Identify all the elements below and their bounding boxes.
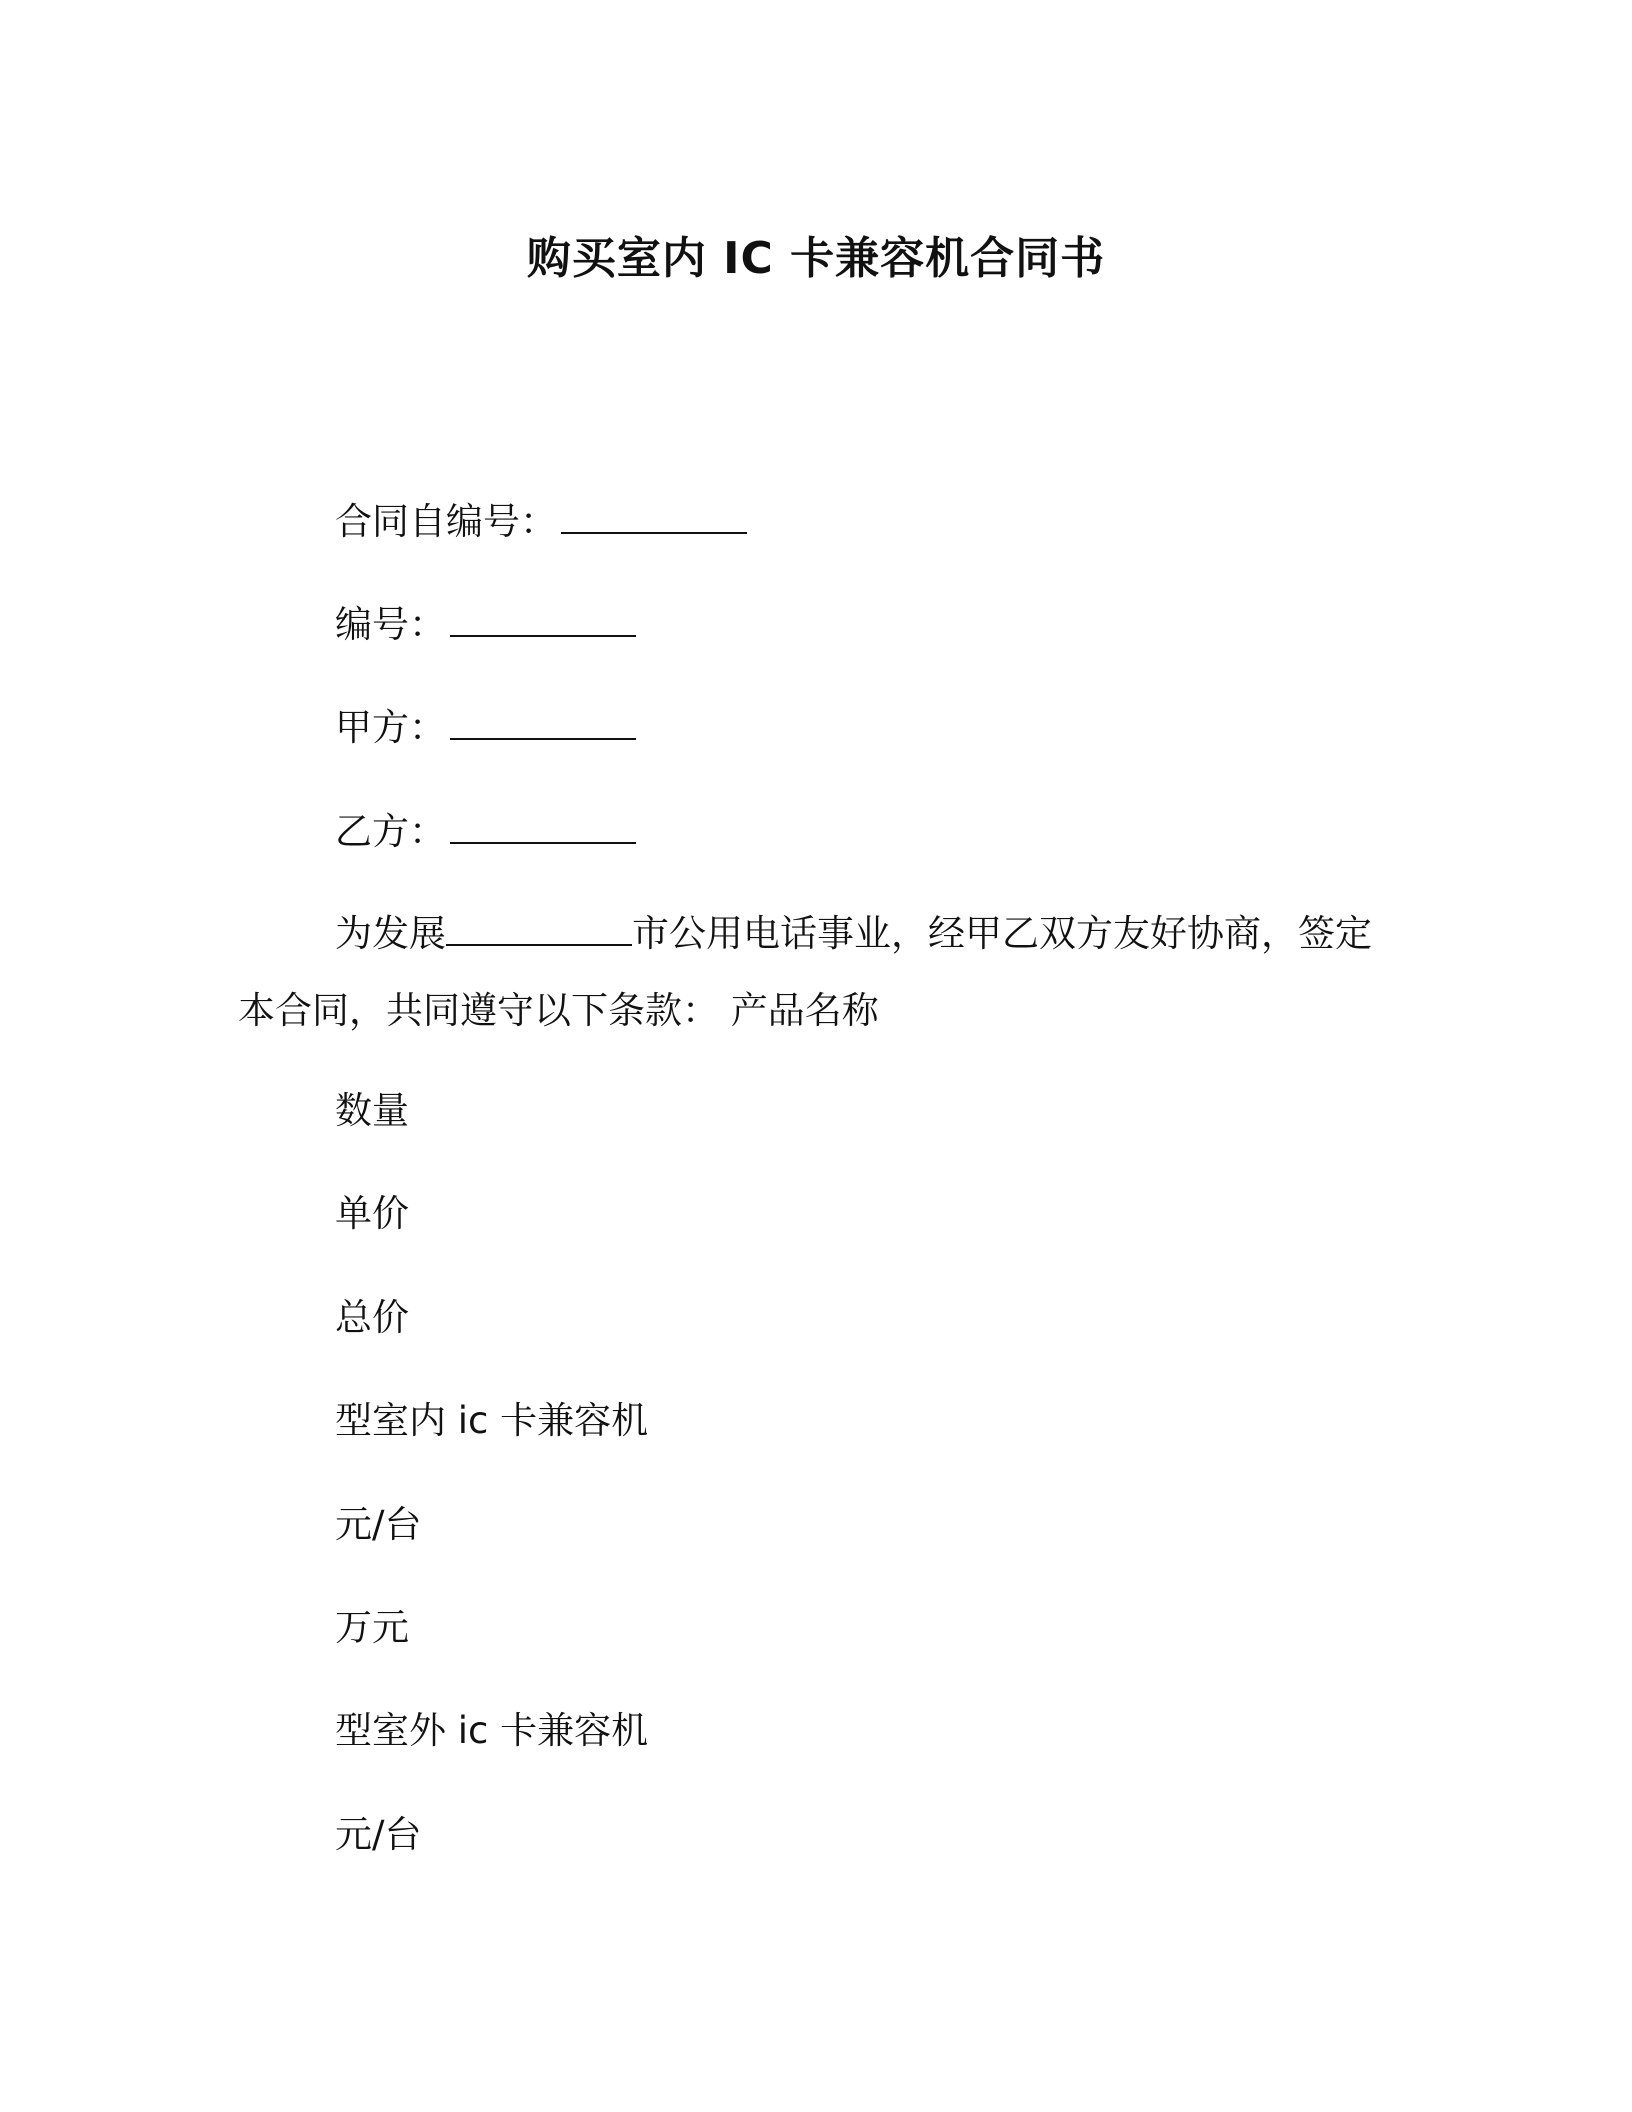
party-b-field [335,804,636,857]
list-item: 万元 [335,1606,409,1649]
intro-prefix: 为发展 [335,912,446,955]
party-a-blank [450,700,636,740]
city-blank [446,906,632,946]
party-a-field [335,700,636,753]
intro-paragraph [238,895,1378,1049]
list-item: 型室内 ic 卡兼容机 [335,1399,649,1442]
party-a-label: 甲方： [335,706,446,749]
list-item: 元/台 [335,1813,422,1856]
party-b-blank [450,804,636,844]
contract-self-number-label: 合同自编号： [335,500,557,543]
contract-self-number-field [335,494,747,547]
intro-text: 市公用电话事业，经甲乙双方友好协商，签定本合同，共同遵守以下条款： 产品名称 [238,912,1372,1032]
contract-self-number-blank [561,494,747,534]
list-item: 元/台 [335,1503,422,1546]
number-field [335,597,636,650]
list-item: 总价 [335,1296,409,1339]
party-b-label: 乙方： [335,810,446,853]
list-item: 型室外 ic 卡兼容机 [335,1709,649,1752]
number-label: 编号： [335,603,446,646]
list-item: 单价 [335,1192,409,1235]
number-blank [450,597,636,637]
list-item: 数量 [335,1089,409,1132]
document-title: 购买室内 IC 卡兼容机合同书 [526,233,1106,284]
